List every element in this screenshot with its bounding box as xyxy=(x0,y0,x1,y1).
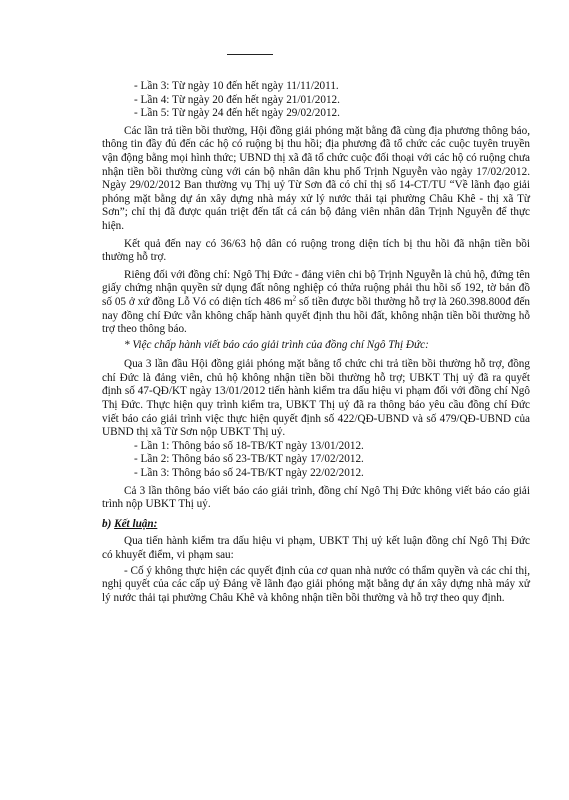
installment-item-5: - Lần 5: Từ ngày 24 đến hết ngày 29/02/2012. xyxy=(134,107,340,120)
italic-subheading: * Việc chấp hành viết báo cáo giải trình của đồng chí Ngô Thị Đức: xyxy=(124,338,429,351)
document-body xyxy=(102,80,530,605)
area-unit-superscript: 2 xyxy=(292,294,297,303)
paragraph-compensation-process: Các lần trả tiền bồi thường, Hội đồng giải phóng mặt bằng đã cùng địa phương thông báo, thông tin đầy đủ đến các hộ có ruộng bị thu hồi; địa phương đã tổ chức các cuộc tuyên truyền vận động bằng mọi hình thức; UBND thị xã đã tổ chức cuộc đối thoại với các hộ có ruộng chưa nhận tiền bồi thường cùng với cán bộ nhân dân khu phố Trịnh Nguyễn vào ngày 17/02/2012. Ngày 29/02/2012 Ban thường vụ Thị uỷ Từ Sơn đã có chỉ thị số 14-CT/TU “Về lãnh đạo giải phóng mặt bằng dự án xây dựng nhà máy xử lý nước thải tại phường Châu Khê - thị xã Từ Sơn”; chỉ thị đã được quán triệt đến tất cả cán bộ đảng viên nhân dân Trịnh Nguyễn để thực hiện. xyxy=(102,124,530,232)
paragraph-ngo-thi-duc-case xyxy=(102,269,530,337)
installment-item-3: - Lần 3: Từ ngày 10 đến hết ngày 11/11/2011. xyxy=(134,80,339,92)
paragraph-result: Kết quả đến nay có 36/63 hộ dân có ruộng trong diện tích bị thu hồi đã nhận tiền bồi thường hỗ trợ. xyxy=(102,237,530,264)
notice-item-2: - Lần 2: Thông báo số 23-TB/KT ngày 17/02/2012. xyxy=(134,453,364,466)
paragraph-no-report: Cả 3 lần thông báo viết báo cáo giải trình, đồng chí Ngô Thị Đức không viết báo cáo giải trình nộp UBKT Thị uỷ. xyxy=(102,484,530,511)
header-separator-line xyxy=(227,54,273,55)
notice-item-3: - Lần 3: Thông báo số 24-TB/KT ngày 22/02/2012. xyxy=(134,467,364,480)
paragraph-conclusion: Qua tiến hành kiểm tra dấu hiệu vi phạm, UBKT Thị uỷ kết luận đồng chí Ngô Thị Đức có khuyết điểm, vi phạm sau: xyxy=(102,535,530,561)
paragraph-ngo-thi-duc-case-part2: số tiền được bồi thường hỗ trợ là 260.398.800đ đến nay đồng chí Đức vẫn không chấp hành quyết định thu hồi đất, không nhận tiền bồi thường hỗ trợ theo thông báo. xyxy=(102,295,530,336)
paragraph-ngo-thi-duc-case-part1: Riêng đối với đồng chí: Ngô Thị Đức - đảng viên chi bộ Trịnh Nguyễn là chủ hộ, đứng tên giấy chứng nhận quyền sử dụng đất nông nghiệp có thửa ruộng phải thu hồi số 192, tờ bản đồ số 05 ở xứ đồng Lỗ Vó có diện tích 486 m xyxy=(102,268,530,308)
section-b-title: Kết luận: xyxy=(114,517,158,530)
section-b-prefix: b) xyxy=(102,517,115,530)
paragraph-inspection: Qua 3 lần đầu Hội đồng giải phóng mặt bằng tổ chức chi trả tiền bồi thường hỗ trợ, đồng chí Đức là đảng viên, chủ hộ không nhận tiền bồi thường hỗ trợ; UBKT Thị uỷ đã ra quyết định số 47-QĐ/KT ngày 13/01/2012 tiến hành kiểm tra dấu hiệu vi phạm đối với đồng chí Ngô Thị Đức. Thực hiện quy trình kiểm tra, UBKT Thị uỷ đã ra thông báo yêu cầu đồng chí Đức viết báo cáo giải trình việc thực hiện quyết định số 422/QĐ-UBND và số 479/QĐ-UBND của UBND thị xã Từ Sơn nộp UBKT Thị uỷ. xyxy=(102,358,530,439)
notice-item-1: - Lần 1: Thông báo số 18-TB/KT ngày 13/01/2012. xyxy=(134,439,364,452)
installment-item-4: - Lần 4: Từ ngày 20 đến hết ngày 21/01/2012. xyxy=(134,93,340,106)
violation-item: - Cố ý không thực hiện các quyết định của cơ quan nhà nước có thẩm quyền và các chỉ thị, nghị quyết của các cấp uỷ Đảng về lãnh đạo giải phóng mặt bằng dự án xây dựng nhà máy xử lý nước thải tại phường Châu Khê và không nhận tiền bồi thường và hỗ trợ theo quy định. xyxy=(102,564,530,604)
section-b-heading xyxy=(102,518,530,532)
